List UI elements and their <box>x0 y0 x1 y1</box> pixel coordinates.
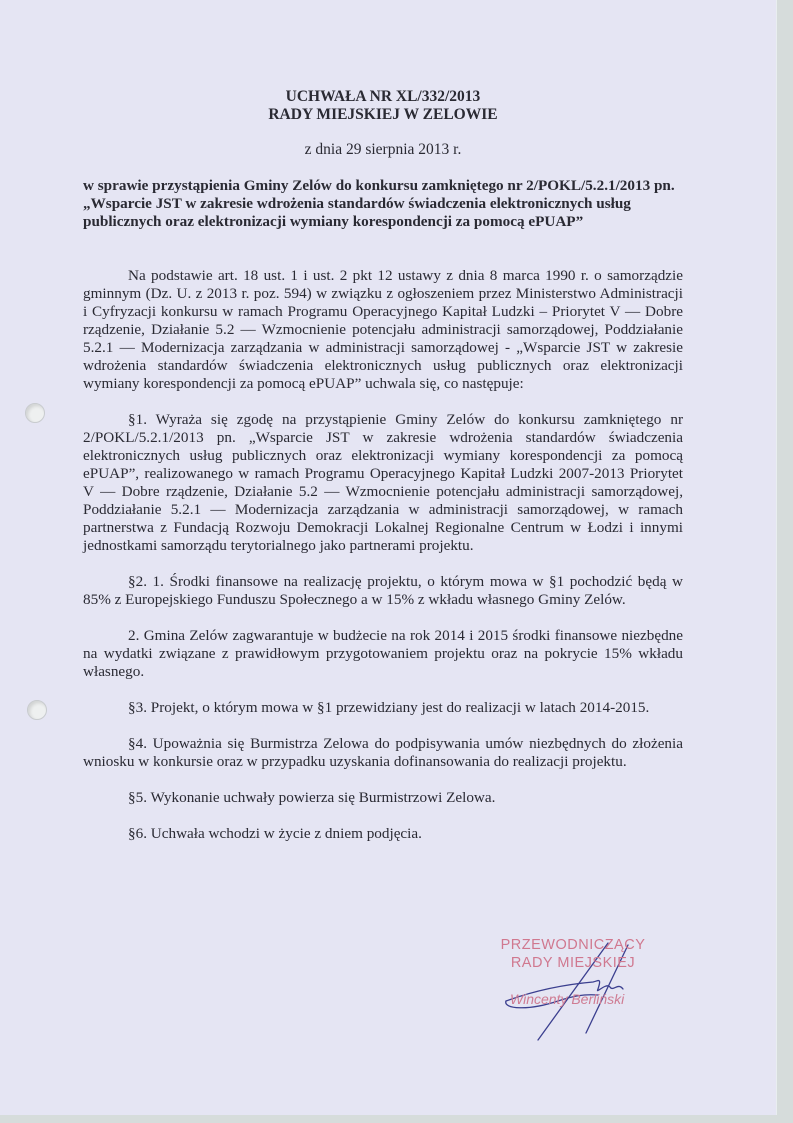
section-text: §1. Wyraża się zgodę na przystąpienie Gminy Zelów do konkursu zamkniętego nr 2/POKL/5.2.1/2013 pn. „Wsparcie JST w zakresie wdrożenia standardów świadczenia elektronicznych usług publicznych oraz elektronizacji wymiany korespondencji za pomocą ePUAP”, realizowanego w ramach Programu Operacyjnego Kapitał Ludzki 2007-2013 Priorytet V — Dobre rządzenie, Działanie 5.2 — Wzmocnienie potencjału administracji samorządowej, Poddziałanie 5.2.1 — Modernizacja zarządzania w administracji samorządowej, w ramach partnerstwa z Fundacją Rozwoju Demokracji Lokalnej Regionalne Centrum w Łodzi i innymi jednostkami samorządu terytorialnego jako partnerami projektu. <box>83 411 683 554</box>
council-chair-stamp <box>498 935 658 1045</box>
resolution-date: z dnia 29 sierpnia 2013 r. <box>304 141 462 158</box>
section-4 <box>83 735 683 771</box>
section-text: §3. Projekt, o którym mowa w §1 przewidziany jest do realizacji w latach 2014-2015. <box>128 699 650 716</box>
section-text: §2. 1. Środki finansowe na realizację projektu, o którym mowa w §1 pochodzić będą w 85% z Europejskiego Funduszu Społecznego a w 15% z wkładu własnego Gminy Zelów. <box>83 573 683 608</box>
resolution-subject: w sprawie przystąpienia Gminy Zelów do konkursu zamkniętego nr 2/POKL/5.2.1/2013 pn. „Wsparcie JST w zakresie wdrożenia standardów świadczenia elektronicznych usług publicznych oraz elektronizacji wymiany korespondencji za pomocą ePUAP” <box>83 177 675 230</box>
preamble <box>83 267 683 393</box>
punch-hole <box>27 700 47 720</box>
section-text: §4. Upoważnia się Burmistrza Zelowa do podpisywania umów niezbędnych do złożenia wniosku w konkursie oraz w przypadku uzyskania dofinansowania do realizacji projektu. <box>83 735 683 770</box>
section-2-1 <box>83 573 683 609</box>
section-text: 2. Gmina Zelów zagwarantuje w budżecie na rok 2014 i 2015 środki finansowe niezbędne na wydatki związane z prawidłowym przygotowaniem projektu oraz na pokrycie 15% wkładu własnego. <box>83 627 683 680</box>
section-1 <box>83 411 683 555</box>
scan-edge-right <box>776 0 793 1123</box>
section-5 <box>83 789 683 807</box>
section-3 <box>83 699 683 717</box>
section-text: §5. Wykonanie uchwały powierza się Burmistrzowi Zelowa. <box>128 789 496 806</box>
stamp-council: RADY MIEJSKIEJ <box>510 955 636 971</box>
punch-hole <box>25 403 45 423</box>
preamble-text: Na podstawie art. 18 ust. 1 i ust. 2 pkt 12 ustawy z dnia 8 marca 1990 r. o samorządzie gminnym (Dz. U. z 2013 r. poz. 594) w związku z ogłoszeniem przez Ministerstwo Administracji i Cyfryzacji konkursu w ramach Programu Operacyjnego Kapitał Ludzki – Priorytet V — Dobre rządzenie, Działanie 5.2 — Wzmocnienie potencjału administracji samorządowej, Poddziałanie 5.2.1 — Modernizacja zarządzania w administracji samorządowej - „Wsparcie JST w zakresie wdrożenia standardów świadczenia elektronicznych usług publicznych oraz elektronizacji wymiany korespondencji za pomocą ePUAP” uchwala się, co następuje: <box>83 267 683 392</box>
document-body <box>83 88 683 843</box>
section-text: §6. Uchwała wchodzi w życie z dniem podjęcia. <box>128 825 422 842</box>
section-6 <box>83 825 683 843</box>
stamp-name: Wincenty Berliński <box>510 991 625 1007</box>
resolution-number: UCHWAŁA NR XL/332/2013 <box>285 88 481 105</box>
section-2-2 <box>83 627 683 681</box>
stamp-title: PRZEWODNICZĄCY <box>500 937 646 953</box>
scan-edge-bottom <box>0 1115 793 1123</box>
issuing-body: RADY MIEJSKIEJ W ZELOWIE <box>268 106 498 123</box>
